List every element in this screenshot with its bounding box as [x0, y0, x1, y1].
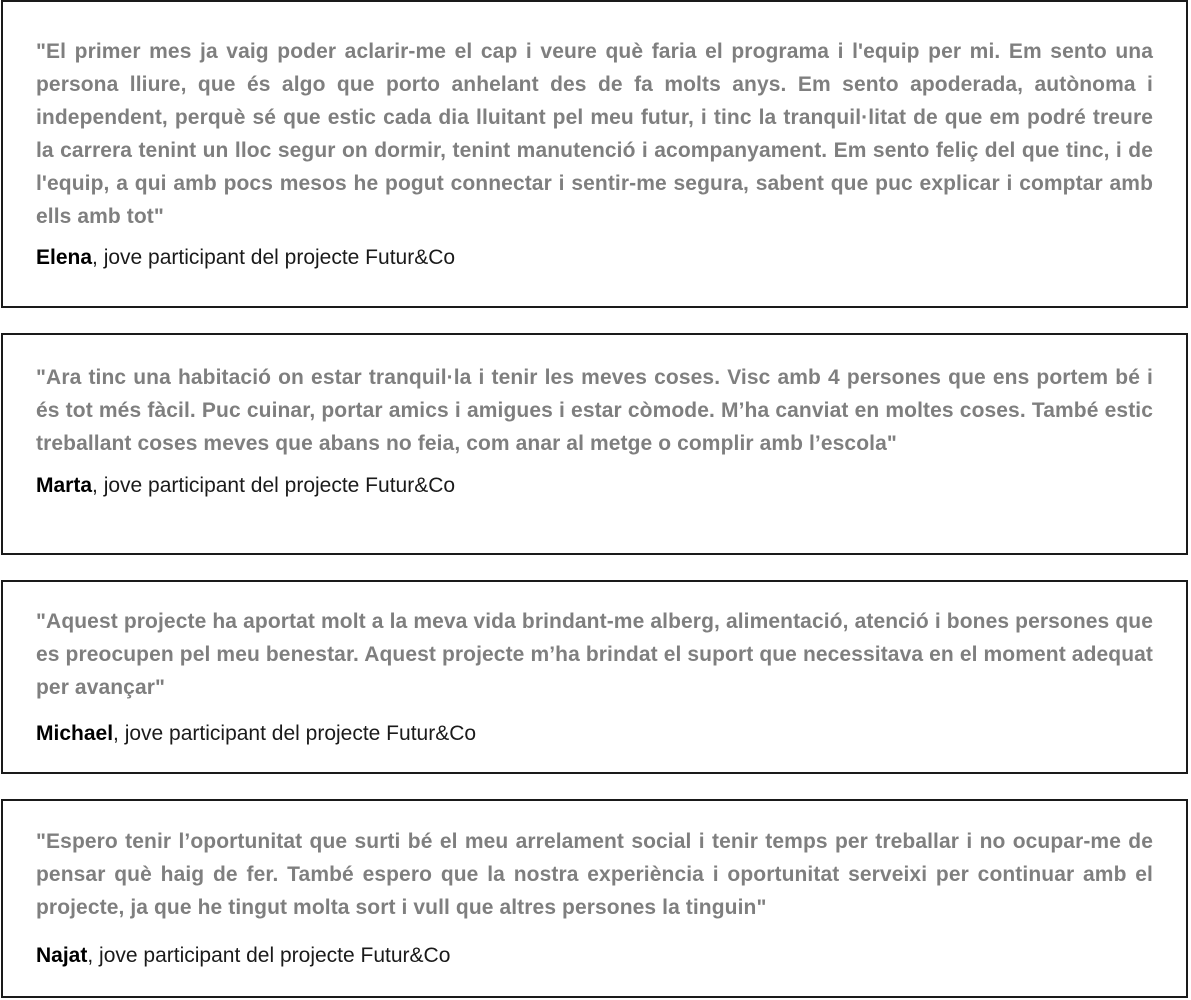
participant-role: , jove participant del projecte Futur&Co	[92, 474, 456, 497]
participant-name: Michael	[36, 722, 114, 745]
participant-role: , jove participant del projecte Futur&Co	[87, 944, 451, 967]
testimonial-card	[1, 0, 1188, 308]
testimonial-quote: "Ara tinc una habitació on estar tranquil·la i tenir les meves coses. Visc amb 4 persones que ens portem bé i és tot més fàcil. Puc cuinar, portar amics i amigues i estar còmode. M’ha canviat en moltes coses. També estic treballant coses meves que abans no feia, com anar al metge o complir amb l’escola"	[36, 366, 1153, 455]
testimonial-attribution	[36, 721, 1153, 747]
participant-name: Elena	[36, 246, 93, 269]
testimonial-card	[1, 333, 1188, 555]
testimonial-card	[1, 799, 1188, 998]
testimonial-attribution	[36, 943, 1153, 969]
testimonial-attribution	[36, 245, 1153, 271]
participant-name: Marta	[36, 474, 93, 497]
testimonial-quote: "Espero tenir l’oportunitat que surti bé el meu arrelament social i tenir temps per treballar i no ocupar-me de pensar què haig de fer. També espero que la nostra experiència i oportunitat serveixi per continuar amb el projecte, ja que he tingut molta sort i vull que altres persones la tinguin"	[36, 830, 1153, 919]
testimonial-quote: "Aquest projecte ha aportat molt a la meva vida brindant-me alberg, alimentació, atenció i bones persones que es preocupen pel meu benestar. Aquest projecte m’ha brindat el suport que necessitava en el moment adequat per avançar"	[36, 610, 1153, 699]
testimonial-quote: "El primer mes ja vaig poder aclarir-me el cap i veure què faria el programa i l'equip per mi. Em sento una persona lliure, que és algo que porto anhelant des de fa molts anys. Em sento apoderada, autònoma i independent, perquè sé que estic cada dia lluitant pel meu futur, i tinc la tranquil·litat de que em podré treure la carrera tenint un lloc segur on dormir, tenint manutenció i acompanyament. Em sento feliç del que tinc, i de l'equip, a qui amb pocs mesos he pogut connectar i sentir-me segura, sabent que puc explicar i comptar amb ells amb tot"	[36, 40, 1153, 228]
participant-role: , jove participant del projecte Futur&Co	[92, 246, 456, 269]
testimonial-attribution	[36, 473, 1153, 499]
participant-name: Najat	[36, 944, 88, 967]
participant-role: , jove participant del projecte Futur&Co	[113, 722, 477, 745]
testimonial-card	[1, 580, 1188, 774]
